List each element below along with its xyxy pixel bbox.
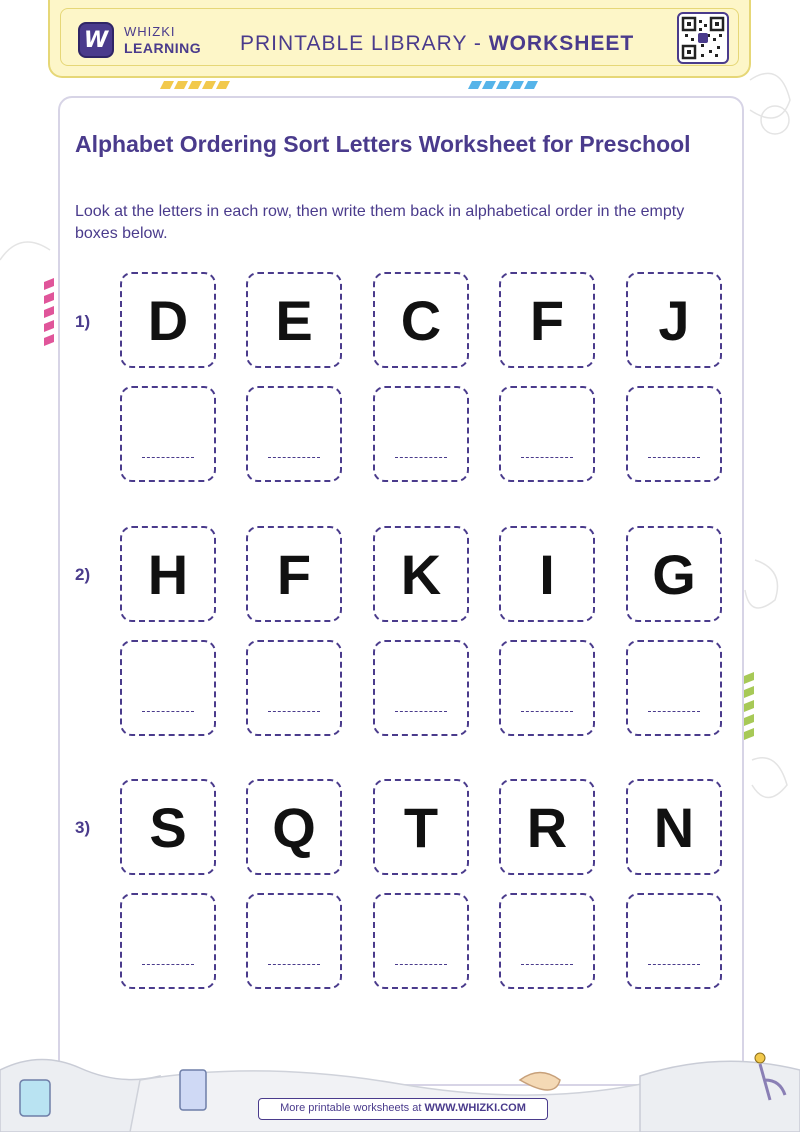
letter-box [373, 272, 469, 368]
brand-name: WHIZKI [124, 24, 176, 39]
header-title-bold: WORKSHEET [488, 32, 635, 55]
letter: F [529, 288, 565, 352]
answer-line [395, 711, 447, 712]
letter-box [373, 526, 469, 622]
letter-box [373, 779, 469, 875]
answer-line [142, 964, 194, 965]
letter-box [499, 272, 595, 368]
row-label-3: 3) [75, 818, 91, 837]
answer-box[interactable] [373, 893, 469, 989]
answer-box[interactable] [246, 640, 342, 736]
answer-line [521, 457, 573, 458]
answer-box[interactable] [626, 893, 722, 989]
worksheet-instructions: Look at the letters in each row, then write them back in alphabetical order in the empty boxes below. [75, 203, 685, 242]
header-title-prefix: PRINTABLE LIBRARY - [240, 32, 489, 55]
answer-box[interactable] [120, 386, 216, 482]
answer-line [521, 964, 573, 965]
row-label-1: 1) [75, 312, 91, 331]
footer-site[interactable]: WWW.WHIZKI.COM [424, 1102, 526, 1114]
letter: G [652, 542, 696, 606]
answer-line [142, 711, 194, 712]
letter: H [147, 542, 189, 606]
letter-box [499, 779, 595, 875]
pink-side-stripes [44, 278, 54, 348]
letter-box [246, 272, 342, 368]
letter-box [120, 272, 216, 368]
letter: R [526, 795, 568, 859]
footer-link[interactable] [258, 1098, 548, 1120]
answer-box[interactable] [499, 640, 595, 736]
answer-box[interactable] [246, 386, 342, 482]
letter: N [653, 795, 695, 859]
answer-box[interactable] [373, 640, 469, 736]
answer-line [395, 457, 447, 458]
letter: I [539, 542, 555, 606]
answer-line [648, 711, 700, 712]
answer-line [395, 964, 447, 965]
whizki-logo-icon [78, 22, 114, 58]
answer-line [521, 711, 573, 712]
yellow-stripes [160, 79, 230, 91]
letter: S [149, 795, 187, 859]
letter-box [499, 526, 595, 622]
qr-code-icon [677, 12, 729, 64]
letter: K [400, 542, 442, 606]
answer-box[interactable] [373, 386, 469, 482]
answer-box[interactable] [626, 386, 722, 482]
letter: C [400, 288, 442, 352]
letter-box [626, 779, 722, 875]
answer-line [142, 457, 194, 458]
letter: E [275, 288, 313, 352]
letter-box [626, 272, 722, 368]
header-banner [48, 0, 751, 78]
letter: J [658, 288, 690, 352]
letter-box [626, 526, 722, 622]
letter-box [120, 526, 216, 622]
letter: D [147, 288, 189, 352]
logo-letter: W [83, 27, 109, 53]
letter-box [120, 779, 216, 875]
letter: F [276, 542, 312, 606]
answer-box[interactable] [499, 386, 595, 482]
brand-subname: LEARNING [124, 40, 202, 56]
green-side-stripes [744, 672, 754, 752]
answer-box[interactable] [120, 893, 216, 989]
footer-prefix: More printable worksheets at [280, 1102, 425, 1114]
answer-line [648, 964, 700, 965]
answer-box[interactable] [499, 893, 595, 989]
answer-line [268, 964, 320, 965]
letter-box [246, 779, 342, 875]
header-title [240, 32, 634, 56]
answer-line [648, 457, 700, 458]
answer-box[interactable] [246, 893, 342, 989]
answer-box[interactable] [120, 640, 216, 736]
letter: Q [272, 795, 316, 859]
letter: T [403, 795, 439, 859]
letter-box [246, 526, 342, 622]
answer-line [268, 711, 320, 712]
row-label-2: 2) [75, 565, 91, 584]
answer-line [268, 457, 320, 458]
blue-stripes [468, 79, 538, 91]
answer-box[interactable] [626, 640, 722, 736]
worksheet-title: Alphabet Ordering Sort Letters Worksheet for Preschool [75, 131, 691, 157]
